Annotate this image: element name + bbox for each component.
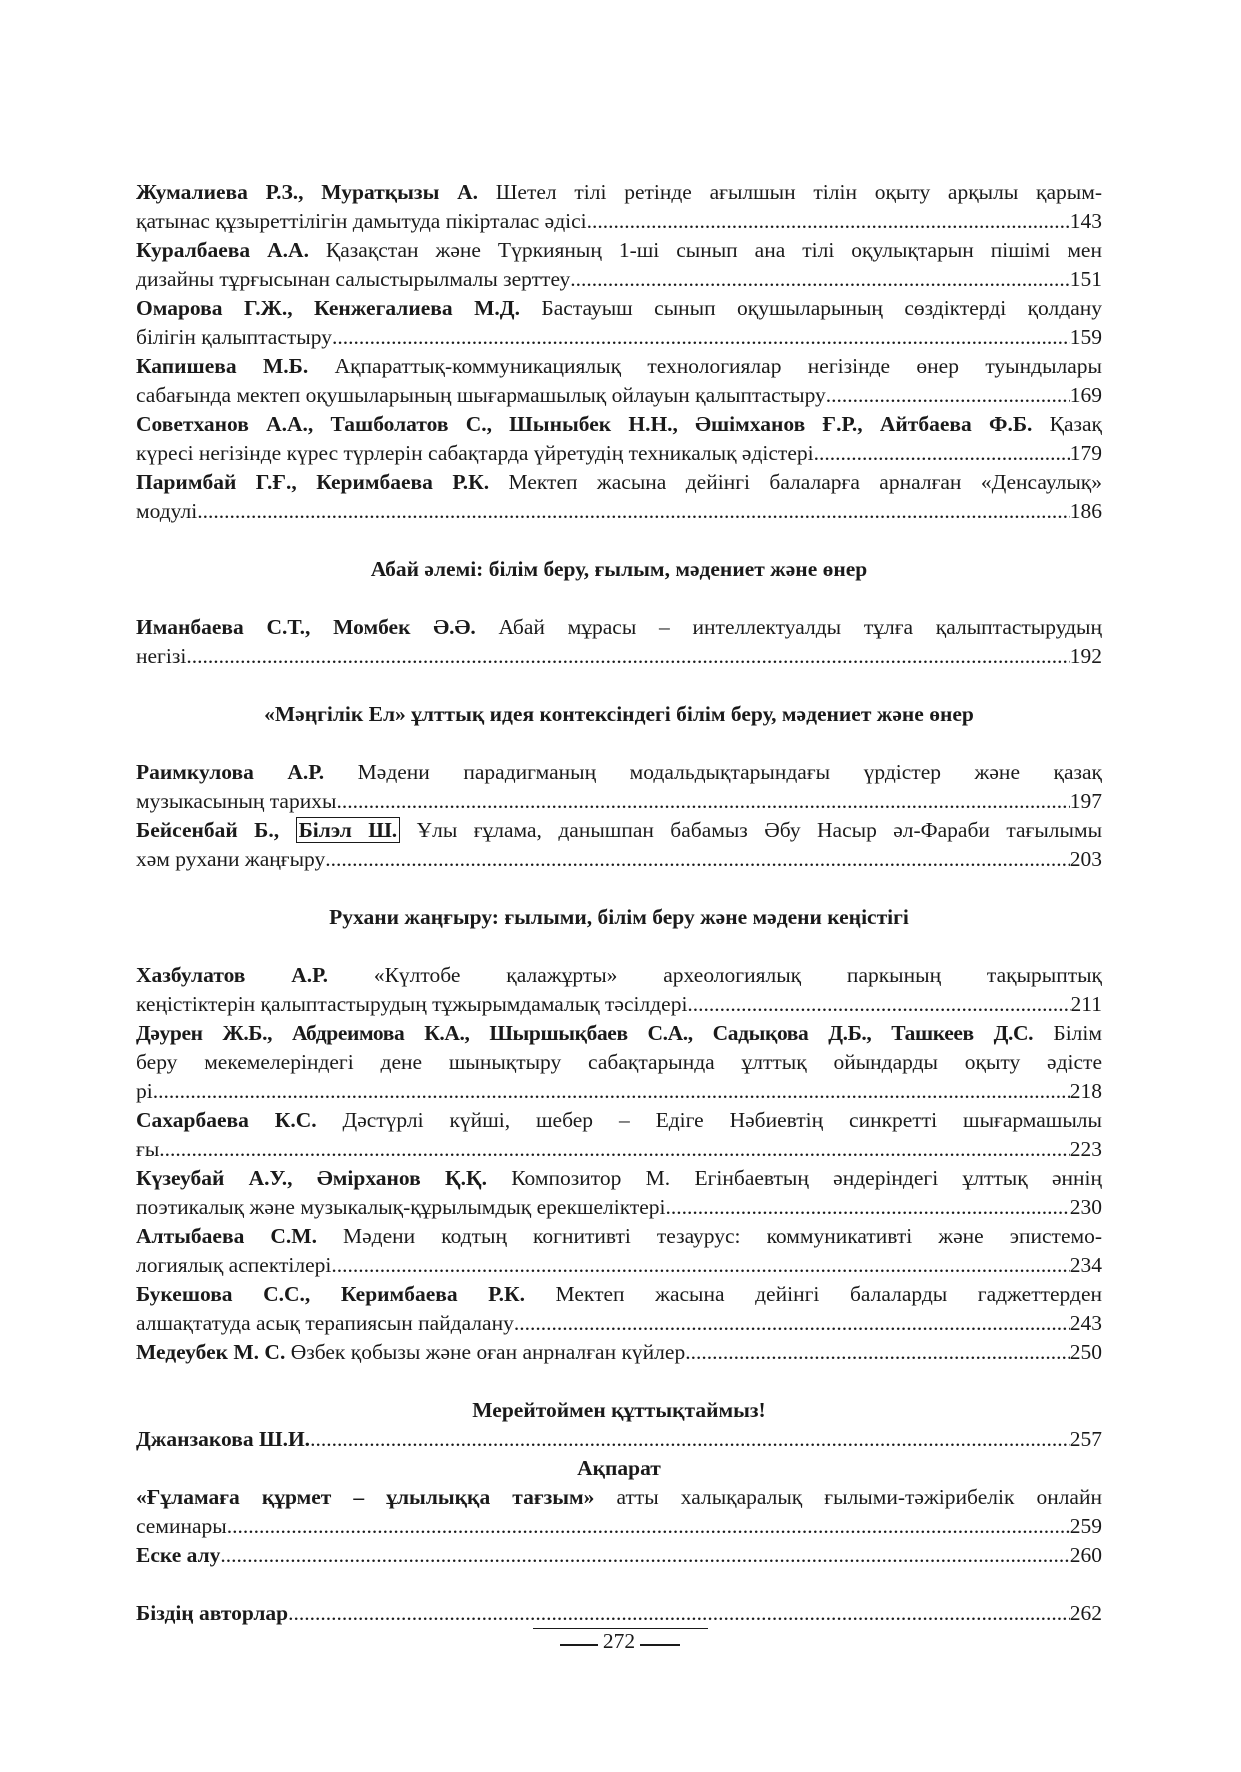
dot-leader (826, 381, 1070, 410)
page-ref: 234 (1069, 1253, 1102, 1277)
entry-authors: Капишева М.Б. (136, 354, 309, 378)
section-heading: Абай әлемі: білім беру, ғылым, мәдениет және өнер (370, 557, 868, 581)
toc-entry (136, 468, 1102, 526)
entry-title: Білім (1033, 1021, 1102, 1045)
entry-title-cont: ғы (136, 1137, 160, 1161)
entry-title-cont: дизайны тұрғысынан салыстырылмалы зерттеу (136, 267, 571, 291)
entry-title: Мәдени кодтың когнитивті тезаурус: коммуникативті және эпистемо- (316, 1224, 1102, 1248)
entry-authors: Жумалиева Р.З., Муратқызы А. (136, 180, 478, 204)
entry-authors: Хазбулатов А.Р. (136, 963, 328, 987)
page-ref: 192 (1069, 644, 1102, 668)
toc-entry (136, 1164, 1102, 1222)
section-heading: Ақпарат (577, 1456, 661, 1480)
toc-entry (136, 1019, 1102, 1106)
entry-title-cont: кеңістіктерін қалыптастырудың тұжырымдамалық тәсілдері (136, 992, 688, 1016)
entry-title-cont: поэтикалық және музыкалық-құрылымдық ерекшеліктері (136, 1195, 666, 1219)
toc-entry (136, 1483, 1102, 1541)
entry-title: «Күлтобе қалажұрты» археологиялық паркының тақырыптық (328, 963, 1103, 987)
entry-title: Абай мұрасы – интеллектуалды тұлға қалыптастырудың (475, 615, 1102, 639)
dot-leader (666, 1193, 1070, 1222)
dot-leader (336, 787, 1069, 816)
toc-entry (136, 613, 1102, 671)
dot-leader (197, 497, 1070, 526)
entry-title: атты халықаралық ғылыми-тәжірибелік онлайн (594, 1485, 1102, 1509)
section-heading: Рухани жаңғыру: ғылыми, білім беру және мәдени кеңістігі (329, 905, 909, 929)
entry-title: Қазақстан және Түркияның 1-ші сынып ана тілі оқулықтарын пішімі мен (308, 238, 1102, 262)
dot-leader (153, 1077, 1070, 1106)
toc-entry (136, 410, 1102, 468)
entry-authors: Алтыбаева С.М. (136, 1224, 317, 1248)
page-number: 272 (602, 1629, 636, 1653)
entry-authors: Біздің авторлар (136, 1601, 289, 1625)
entry-title-cont: білігін қалыптастыру (136, 325, 332, 349)
entry-title-cont: рі (136, 1079, 153, 1103)
dot-leader (310, 1425, 1070, 1454)
toc-entry (136, 1425, 1102, 1454)
entry-authors: Еске алу (136, 1543, 221, 1567)
page-ref: 186 (1069, 499, 1102, 523)
entry-title: Мектеп жасына дейінгі балаларды гаджеттерден (524, 1282, 1102, 1306)
dot-leader (332, 323, 1070, 352)
toc-entry (136, 178, 1102, 236)
entry-authors: Джанзакова Ш.И. (136, 1427, 311, 1451)
page-ref: 159 (1069, 325, 1102, 349)
page-ref: 151 (1069, 267, 1102, 291)
dot-leader (325, 845, 1069, 874)
entry-authors: Куралбаева А.А. (136, 238, 309, 262)
footer-rule (560, 1644, 598, 1646)
dot-leader (685, 1338, 1070, 1367)
entry-title-cont: модулі (136, 499, 198, 523)
toc-entry (136, 1280, 1102, 1338)
entry-authors: Омарова Г.Ж., Кенжегалиева М.Д. (136, 296, 520, 320)
entry-title: Мәдени парадигманың модальдықтарындағы үрдістер және қазақ (324, 760, 1102, 784)
entry-authors: Иманбаева С.Т., Момбек Ә.Ә. (136, 615, 476, 639)
dot-leader (186, 642, 1069, 671)
entry-title: Бастауыш сынып оқушыларының сөздіктерді қолдану (519, 296, 1102, 320)
entry-authors: Бейсенбай Б., (136, 818, 280, 842)
entry-title-cont: хәм рухани жаңғыру (136, 847, 326, 871)
page-ref: 259 (1069, 1514, 1102, 1538)
entry-title-cont: күресі негізінде күрес түрлерін сабақтарда үйретудің техникалық әдістері (136, 441, 814, 465)
page-ref: 223 (1069, 1137, 1102, 1161)
entry-authors: Букешова С.С., Керимбаева Р.К. (136, 1282, 525, 1306)
entry-title-cont: логиялық аспектілері (136, 1253, 332, 1277)
entry-authors: Раимкулова А.Р. (136, 760, 325, 784)
dot-leader (331, 1251, 1069, 1280)
entry-authors: Күзеубай А.У., Әмірханов Қ.Қ. (136, 1166, 487, 1190)
toc-entry (136, 1338, 1102, 1367)
toc-entry (136, 1599, 1102, 1628)
toc-entry (136, 1541, 1102, 1570)
toc-entry (136, 961, 1102, 1019)
page-ref: 262 (1069, 1601, 1102, 1625)
entry-authors: Сахарбаева К.С. (136, 1108, 317, 1132)
section-heading: «Мәңгілік Ел» ұлттық идея контексіндегі білім беру, мәдениет және өнер (264, 702, 974, 726)
dot-leader (587, 207, 1070, 236)
page-ref: 203 (1069, 847, 1102, 871)
entry-title: Өзбек қобызы және оған анрналған күйлер (285, 1340, 686, 1364)
page-ref: 243 (1069, 1311, 1102, 1335)
boxed-author: Білэл Ш. (296, 817, 401, 843)
section-heading: Мерейтоймен құттықтаймыз! (472, 1398, 766, 1422)
toc-entry (136, 352, 1102, 410)
page-ref: 218 (1069, 1079, 1102, 1103)
dot-leader (288, 1599, 1070, 1628)
entry-title: Мектеп жасына дейінгі балаларға арналған «Денсаулық» (489, 470, 1102, 494)
toc-entry (136, 816, 1102, 874)
page-ref: 250 (1069, 1340, 1102, 1364)
entry-title-cont: музыкасының тарихы (136, 789, 337, 813)
entry-title-cont: беру мекемелеріндегі дене шынықтыру сабақтарында ұлттық ойындарды оқыту әдісте (136, 1050, 1102, 1074)
page-ref: 230 (1069, 1195, 1102, 1219)
entry-authors: Медеубек М. С. (136, 1340, 286, 1364)
dot-leader (687, 990, 1070, 1019)
entry-title: Ұлы ғұлама, данышпан бабамыз Әбу Насыр әл-Фараби тағылымы (400, 818, 1103, 842)
page-ref: 179 (1069, 441, 1102, 465)
dot-leader (814, 439, 1070, 468)
entry-authors: Паримбай Г.Ғ., Керимбаева Р.К. (136, 470, 490, 494)
dot-leader (220, 1541, 1069, 1570)
entry-title-cont: алшақтатуда асық терапиясын пайдалану (136, 1311, 514, 1335)
toc-entry (136, 236, 1102, 294)
entry-title-cont: қатынас құзыреттілігін дамытуда пікірталас әдісі (136, 209, 587, 233)
page-ref: 211 (1070, 992, 1102, 1016)
entry-title: Қазақ (1032, 412, 1102, 436)
entry-authors: Дәурен Ж.Б., Абдреимова К.А., Шыршықбаев С.А., Садықова Д.Б., Ташкеев Д.С. (136, 1021, 1034, 1045)
entry-title: Композитор М. Егінбаевтың әндеріндегі ұлттық әннің (486, 1166, 1102, 1190)
entry-title-cont: негізі (136, 644, 187, 668)
page-ref: 169 (1069, 383, 1102, 407)
toc-entry (136, 1222, 1102, 1280)
table-of-contents (136, 178, 1102, 1628)
toc-entry (136, 758, 1102, 816)
dot-leader (514, 1309, 1070, 1338)
page-ref: 143 (1069, 209, 1102, 233)
entry-authors: «Ғұламаға құрмет – ұлылыққа тағзым» (136, 1485, 595, 1509)
toc-entry (136, 294, 1102, 352)
dot-leader (227, 1512, 1070, 1541)
page-ref: 257 (1069, 1427, 1102, 1451)
toc-entry (136, 1106, 1102, 1164)
dot-leader (570, 265, 1070, 294)
entry-title-cont: сабағында мектеп оқушыларының шығармашылық ойлауын қалыптастыру (136, 383, 826, 407)
page-ref: 197 (1069, 789, 1102, 813)
entry-title: Ақпараттық-коммуникациялық технологиялар негізінде өнер туындылары (308, 354, 1102, 378)
entry-title: Шетел тілі ретінде ағылшын тілін оқыту арқылы қарым- (478, 180, 1102, 204)
entry-title: Дәстүрлі күйші, шебер – Едіге Нәбиевтің синкретті шығармашылы (316, 1108, 1102, 1132)
footer-rule (640, 1644, 680, 1646)
entry-title-cont: семинары (136, 1514, 227, 1538)
page-ref: 260 (1069, 1543, 1102, 1567)
entry-authors: Советханов А.А., Ташболатов С., Шыныбек Н.Н., Әшімханов Ғ.Р., Айтбаева Ф.Б. (136, 412, 1033, 436)
dot-leader (159, 1135, 1069, 1164)
